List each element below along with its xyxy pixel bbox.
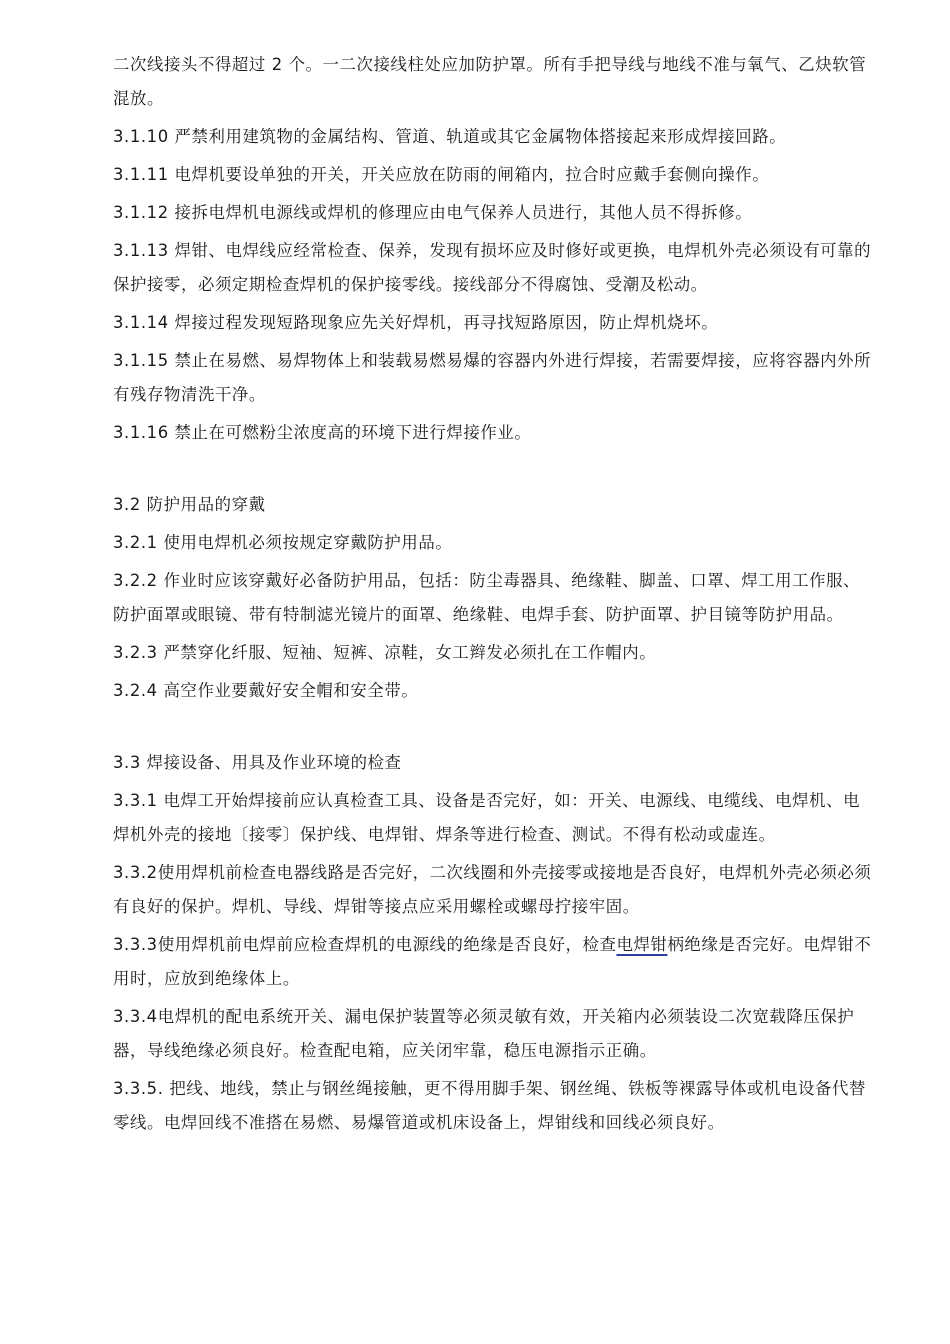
paragraph-3-3-1: 3.3.1 电焊工开始焊接前应认真检查工具、设备是否完好，如：开关、电源线、电缆线、电焊机、电焊机外壳的接地〔接零〕保护线、电焊钳、焊条等进行检查、测试。不得有松动或虚连。 — [113, 791, 861, 844]
section-heading-3-2: 3.2 防护用品的穿戴 — [113, 495, 266, 514]
paragraph-3-2-4: 3.2.4 高空作业要戴好安全帽和安全带。 — [113, 681, 419, 700]
paragraph-3-1-16: 3.1.16 禁止在可燃粉尘浓度高的环境下进行焊接作业。 — [113, 423, 532, 442]
paragraph-3-2-1: 3.2.1 使用电焊机必须按规定穿戴防护用品。 — [113, 533, 453, 552]
paragraph-3-1-9-continued: 二次线接头不得超过 2 个。一二次接线柱处应加防护罩。所有手把导线与地线不准与氧气、乙炔软管混放。 — [113, 55, 867, 108]
paragraph-3-1-15: 3.1.15 禁止在易燃、易焊物体上和装载易燃易爆的容器内外进行焊接，若需要焊接，应将容器内外所有残存物清洗干净。 — [113, 351, 872, 404]
underlined-term: 电焊钳 — [616, 935, 668, 954]
paragraph-3-3-3-text-before: 3.3.3使用焊机前电焊前应检查焊机的电源线的绝缘是否良好，检查 — [113, 935, 617, 954]
paragraph-3-2-3: 3.2.3 严禁穿化纤服、短袖、短裤、凉鞋，女工辫发必须扎在工作帽内。 — [113, 643, 657, 662]
paragraph-3-3-3 — [113, 928, 873, 996]
paragraph-3-2-2: 3.2.2 作业时应该穿戴好必备防护用品，包括：防尘毒器具、绝缘鞋、脚盖、口罩、焊工用工作服、防护面罩或眼镜、带有特制滤光镜片的面罩、绝缘鞋、电焊手套、防护面罩、护目镜等防护用品。 — [113, 571, 861, 624]
paragraph-3-1-14: 3.1.14 焊接过程发现短路现象应先关好焊机，再寻找短路原因，防止焊机烧坏。 — [113, 313, 719, 332]
paragraph-3-3-4: 3.3.4电焊机的配电系统开关、漏电保护装置等必须灵敏有效，开关箱内必须装设二次宽载降压保护器，导线绝缘必须良好。检查配电箱，应关闭牢靠，稳压电源指示正确。 — [113, 1007, 855, 1060]
paragraph-3-3-2: 3.3.2使用焊机前检查电器线路是否完好，二次线圈和外壳接零或接地是否良好，电焊机外壳必须必须有良好的保护。焊机、导线、焊钳等接点应采用螺栓或螺母拧接牢固。 — [113, 863, 872, 916]
section-heading-3-3: 3.3 焊接设备、用具及作业环境的检查 — [113, 753, 402, 772]
paragraph-3-3-5: 3.3.5. 把线、地线，禁止与钢丝绳接触，更不得用脚手架、钢丝绳、铁板等裸露导体或机电设备代替零线。电焊回线不准搭在易燃、易爆管道或机床设备上，焊钳线和回线必须良好。 — [113, 1079, 866, 1132]
paragraph-3-1-13: 3.1.13 焊钳、电焊线应经常检查、保养，发现有损坏应及时修好或更换，电焊机外壳必须设有可靠的保护接零，必须定期检查焊机的保护接零线。接线部分不得腐蚀、受潮及松动。 — [113, 241, 872, 294]
paragraph-3-1-10: 3.1.10 严禁利用建筑物的金属结构、管道、轨道或其它金属物体搭接起来形成焊接回路。 — [113, 127, 787, 146]
paragraph-3-3-3-text-after: 柄绝缘是否完好。电焊钳不用时，应放到绝缘体上。 — [113, 935, 872, 988]
paragraph-3-1-11: 3.1.11 电焊机要设单独的开关，开关应放在防雨的闸箱内，拉合时应戴手套侧向操作。 — [113, 165, 770, 184]
document-body — [113, 48, 873, 1140]
paragraph-3-1-12: 3.1.12 接拆电焊机电源线或焊机的修理应由电气保养人员进行，其他人员不得拆修。 — [113, 203, 753, 222]
